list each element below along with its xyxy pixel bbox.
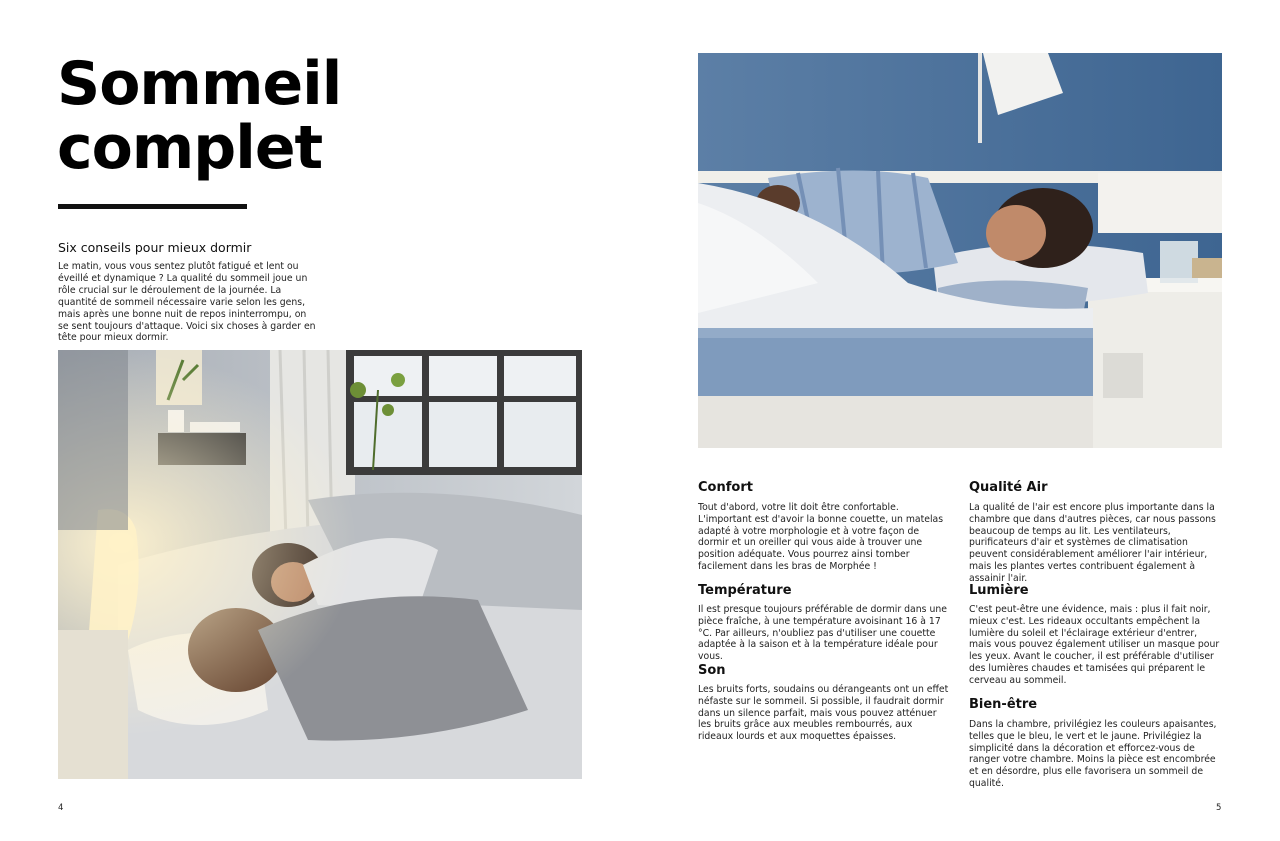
title-underline <box>58 204 247 209</box>
heading-temperature: Température <box>698 583 792 598</box>
heading-confort: Confort <box>698 480 753 495</box>
page-title: Sommeil complet <box>57 49 342 183</box>
couple-in-bed-photo <box>58 350 582 779</box>
body-son: Les bruits forts, soudains ou dérangeants ont un effet néfaste sur le sommeil. Si possible, il faudrait dormir dans un silence parfait, mais vous pouvez atténuer les bruits grâce aux meubles rembourrés, aux rideaux lourds et aux moquettes épaisses. <box>698 684 949 743</box>
body-bien-etre: Dans la chambre, privilégiez les couleurs apaisantes, telles que le bleu, le vert et le jaune. Privilégiez la simplicité dans la décoration et efforcez-vous de ranger votre chambre. Moins la pièce est encombrée et en désordre, plus elle favorisera un sommeil de qualité. <box>969 719 1217 789</box>
intro-paragraph: Le matin, vous vous sentez plutôt fatigué et lent ou éveillé et dynamique ? La qualité du sommeil joue un rôle crucial sur le déroulement de la journée. La quantité de sommeil nécessaire varie selon les gens, mais après une bonne nuit de repos ininterrompu, on se sent toujours d'attaque. Voici six choses à garder en tête pour mieux dormir. <box>58 261 316 344</box>
page-number-right: 5 <box>1216 803 1222 813</box>
page-number-left: 4 <box>58 803 64 813</box>
heading-qualite-air: Qualité Air <box>969 480 1048 495</box>
body-temperature: Il est presque toujours préférable de dormir dans une pièce fraîche, à une température avoisinant 16 à 17 °C. Par ailleurs, n'oubliez pas d'utiliser une couette adaptée à la saison et à la température idéale pour vous. <box>698 604 947 663</box>
heading-lumiere: Lumière <box>969 583 1029 598</box>
subtitle: Six conseils pour mieux dormir <box>58 240 252 255</box>
body-lumiere: C'est peut-être une évidence, mais : plus il fait noir, mieux c'est. Les rideaux occultants empêchent la lumière du soleil et l'éclairage extérieur d'entrer, mais vous pouvez également utiliser un masque pour les yeux. Avant le coucher, il est préférable d'utiliser des lumières chaudes et tamisées qui préparent le cerveau au sommeil. <box>969 604 1220 686</box>
heading-bien-etre: Bien-être <box>969 697 1038 712</box>
body-qualite-air: La qualité de l'air est encore plus importante dans la chambre que dans d'autres pièces, car nous passons beaucoup de temps au lit. Les ventilateurs, purificateurs d'air et systèmes de climatisation peuvent considérablement améliorer l'air intérieur, mais les plantes vertes contribuent également à assainir l'air. <box>969 502 1216 584</box>
body-confort: Tout d'abord, votre lit doit être confortable. L'important est d'avoir la bonne couette, un matelas adapté à votre morphologie et à votre façon de dormir et un oreiller qui vous aide à trouver une position adéquate. Vous pourrez ainsi tomber facilement dans les bras de Morphée ! <box>698 502 944 572</box>
heading-son: Son <box>698 663 726 678</box>
woman-sleeping-photo <box>698 53 1222 448</box>
